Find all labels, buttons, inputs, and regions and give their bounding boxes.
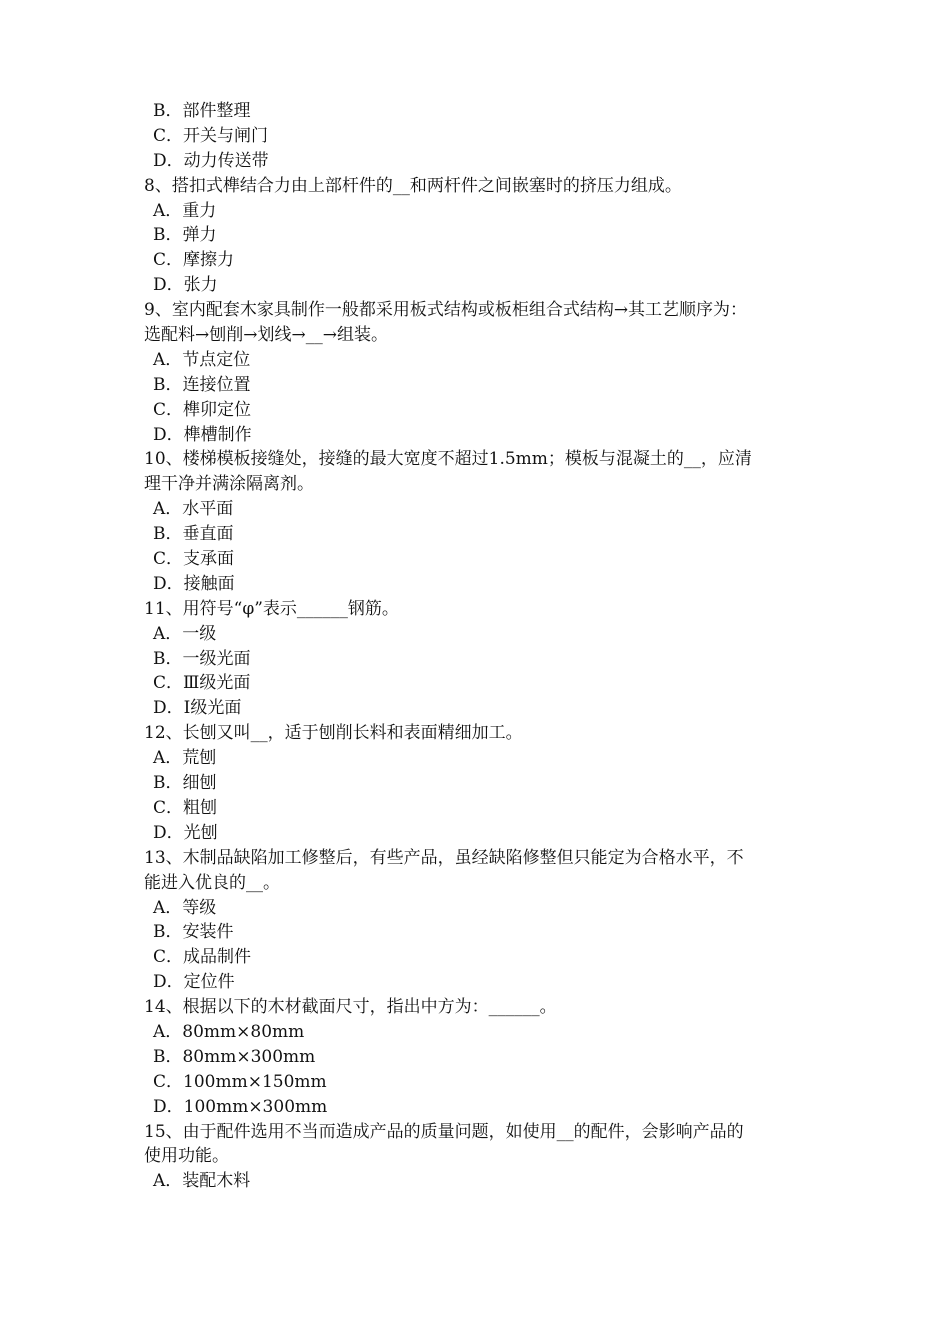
document-body xyxy=(144,99,816,1194)
question-text: 理干净并满涂隔离剂。 xyxy=(144,474,314,495)
question-text: 14、根据以下的木材截面尺寸，指出中方为：______。 xyxy=(144,997,557,1018)
answer-option: B．弹力 xyxy=(153,225,217,246)
answer-option: A．装配木料 xyxy=(153,1171,251,1192)
answer-option: C．开关与闸门 xyxy=(153,125,269,146)
answer-option: A．一级 xyxy=(153,623,217,644)
answer-option: C．摩擦力 xyxy=(153,250,235,271)
answer-option: A．荒刨 xyxy=(153,748,217,769)
answer-option: C．榫卯定位 xyxy=(153,399,252,420)
answer-option: D．接触面 xyxy=(153,573,235,594)
question-text: 12、长刨又叫__，适于刨削长料和表面精细加工。 xyxy=(144,723,523,744)
answer-option: D．榫槽制作 xyxy=(153,424,252,445)
answer-option: A．水平面 xyxy=(153,499,234,520)
answer-option: B．安装件 xyxy=(153,922,234,943)
answer-option: D．定位件 xyxy=(153,972,235,993)
answer-option: C．Ⅲ级光面 xyxy=(153,673,251,694)
answer-option: B．垂直面 xyxy=(153,524,234,545)
answer-option: C．成品制件 xyxy=(153,947,252,968)
question-text: 11、用符号“φ”表示______钢筋。 xyxy=(144,598,399,619)
question-text: 能进入优良的__。 xyxy=(144,872,280,893)
answer-option: A．80mm×80mm xyxy=(153,1021,305,1042)
answer-option: A．等级 xyxy=(153,897,217,918)
answer-option: B．部件整理 xyxy=(153,101,251,121)
question-text: 使用功能。 xyxy=(144,1146,229,1167)
answer-option: D．光刨 xyxy=(153,822,218,843)
answer-option: C．支承面 xyxy=(153,549,235,570)
question-text: 13、木制品缺陷加工修整后，有些产品，虽经缺陷修整但只能定为合格水平，不 xyxy=(144,847,744,868)
question-text: 选配料→刨削→划线→__→组装。 xyxy=(144,325,388,346)
question-text: 15、由于配件选用不当而造成产品的质量问题，如使用__的配件，会影响产品的 xyxy=(144,1121,744,1142)
answer-option: D．100mm×300mm xyxy=(153,1096,328,1117)
question-text: 10、楼梯模板接缝处，接缝的最大宽度不超过1.5mm；模板与混凝土的__，应清 xyxy=(144,449,752,470)
answer-option: C．粗刨 xyxy=(153,797,218,818)
question-text: 8、搭扣式榫结合力由上部杆件的__和两杆件之间嵌塞时的挤压力组成。 xyxy=(144,175,682,196)
answer-option: A．节点定位 xyxy=(153,349,251,370)
answer-option: B．80mm×300mm xyxy=(153,1046,316,1067)
answer-option: B．一级光面 xyxy=(153,648,251,669)
answer-option: D．Ⅰ级光面 xyxy=(153,698,242,719)
answer-option: B．连接位置 xyxy=(153,374,251,395)
answer-option: A．重力 xyxy=(153,200,217,221)
answer-option: B．细刨 xyxy=(153,773,217,794)
question-text: 9、室内配套木家具制作一般都采用板式结构或板柜组合式结构→其工艺顺序为： xyxy=(144,300,748,321)
answer-option: C．100mm×150mm xyxy=(153,1071,327,1092)
answer-option: D．动力传送带 xyxy=(153,150,269,171)
answer-option: D．张力 xyxy=(153,275,218,296)
